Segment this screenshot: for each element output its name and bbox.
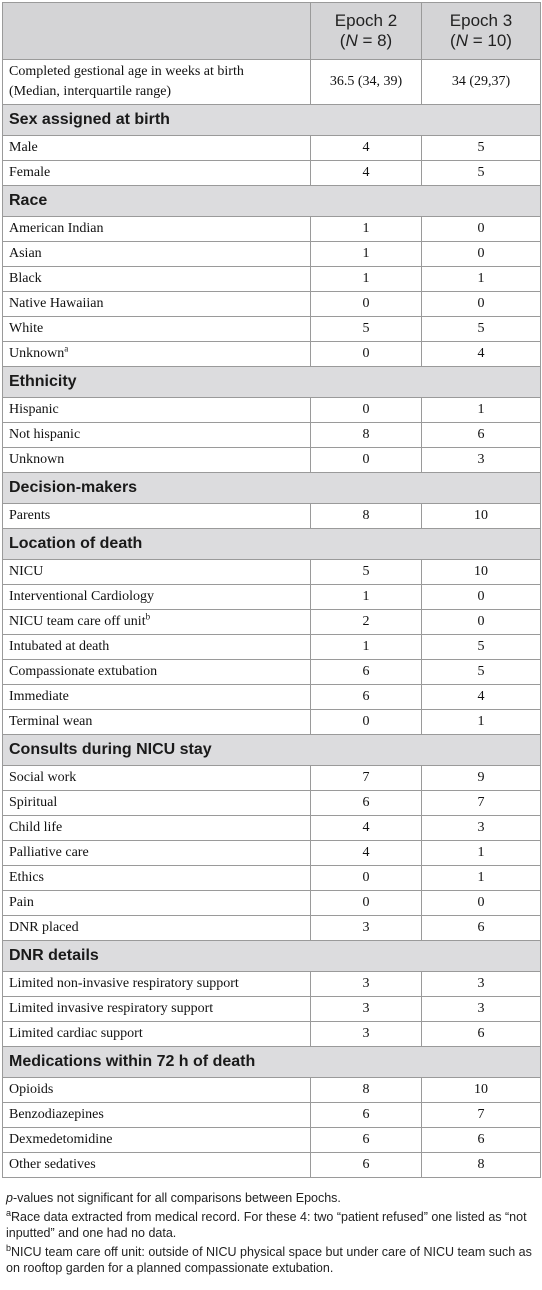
epoch2-value: 7 <box>311 766 422 791</box>
epoch3-value: 1 <box>422 710 541 735</box>
epoch3-value: 1 <box>422 267 541 292</box>
header-epoch2 <box>311 3 422 60</box>
section-header-row <box>3 1047 541 1078</box>
epoch2-value: 0 <box>311 342 422 367</box>
epoch2-value: 8 <box>311 1078 422 1103</box>
row-label: Parents <box>3 504 311 529</box>
row-label: Dexmedetomidine <box>3 1128 311 1153</box>
section-header-row <box>3 105 541 136</box>
epoch2-value: 5 <box>311 317 422 342</box>
table-row <box>3 448 541 473</box>
row-label: Other sedatives <box>3 1153 311 1178</box>
gestational-age-row <box>3 60 541 105</box>
row-label: Interventional Cardiology <box>3 585 311 610</box>
epoch2-value: 6 <box>311 1153 422 1178</box>
epoch2-value: 0 <box>311 448 422 473</box>
section-title: Consults during NICU stay <box>3 735 541 766</box>
epoch3-value: 1 <box>422 398 541 423</box>
row-label: Palliative care <box>3 841 311 866</box>
epoch2-value: 1 <box>311 585 422 610</box>
epoch3-value: 6 <box>422 1022 541 1047</box>
section-header-row <box>3 473 541 504</box>
table-row <box>3 1153 541 1178</box>
epoch3-value: 0 <box>422 610 541 635</box>
table-row <box>3 766 541 791</box>
table-row <box>3 398 541 423</box>
section-header-row <box>3 941 541 972</box>
row-label: Limited invasive respiratory support <box>3 997 311 1022</box>
table-row <box>3 342 541 367</box>
table-row <box>3 242 541 267</box>
row-label: NICU team care off unit$^b$ <box>3 610 311 635</box>
row-label: Not hispanic <box>3 423 311 448</box>
row-label: White <box>3 317 311 342</box>
row-label: Benzodiazepines <box>3 1103 311 1128</box>
epoch3-value: 3 <box>422 448 541 473</box>
epoch2-value: 1 <box>311 635 422 660</box>
epoch2-value: 3 <box>311 997 422 1022</box>
table-row <box>3 816 541 841</box>
epoch2-value: 6 <box>311 685 422 710</box>
table-row <box>3 585 541 610</box>
row-label: Immediate <box>3 685 311 710</box>
row-label: Pain <box>3 891 311 916</box>
epoch2-value: 0 <box>311 891 422 916</box>
epoch2-value: 0 <box>311 710 422 735</box>
epoch3-value: 6 <box>422 423 541 448</box>
footnote-pvalue: p-values not significant for all comparisons between Epochs. <box>6 1191 341 1205</box>
table-row <box>3 916 541 941</box>
table-row <box>3 660 541 685</box>
epoch3-value: 5 <box>422 161 541 186</box>
table-row <box>3 997 541 1022</box>
section-header-row <box>3 529 541 560</box>
table-row <box>3 891 541 916</box>
epoch2-value: 5 <box>311 560 422 585</box>
section-header-row <box>3 186 541 217</box>
row-label: Female <box>3 161 311 186</box>
epoch3-value: 1 <box>422 841 541 866</box>
epoch2-value: 4 <box>311 136 422 161</box>
table-footnotes <box>6 1190 536 1279</box>
row-label: Spiritual <box>3 791 311 816</box>
section-title: Location of death <box>3 529 541 560</box>
epoch3-value: 3 <box>422 816 541 841</box>
section-title: Race <box>3 186 541 217</box>
epoch2-value: 6 <box>311 660 422 685</box>
footnote-b: $^b$NICU team care off unit: outside of NICU physical space but under care of NICU team such as on rooftop garden for a planned compassionate extubation. <box>6 1242 532 1275</box>
epoch3-value: 7 <box>422 1103 541 1128</box>
row-label: Opioids <box>3 1078 311 1103</box>
epoch2-value: 0 <box>311 398 422 423</box>
epoch2-value: 1 <box>311 267 422 292</box>
epoch2-value: 3 <box>311 916 422 941</box>
table-row <box>3 267 541 292</box>
table-row <box>3 635 541 660</box>
row-label: American Indian <box>3 217 311 242</box>
table-row <box>3 136 541 161</box>
epoch2-value: 6 <box>311 1103 422 1128</box>
epoch2-value: 6 <box>311 791 422 816</box>
epoch3-value: 7 <box>422 791 541 816</box>
epoch3-value: 10 <box>422 1078 541 1103</box>
row-label: Compassionate extubation <box>3 660 311 685</box>
table-row <box>3 504 541 529</box>
epoch2-value: 1 <box>311 242 422 267</box>
section-title: Ethnicity <box>3 367 541 398</box>
epoch2-value: 4 <box>311 841 422 866</box>
table-row <box>3 217 541 242</box>
epoch3-value: 0 <box>422 242 541 267</box>
row-label: Male <box>3 136 311 161</box>
table-row <box>3 841 541 866</box>
epoch3-value: 4 <box>422 685 541 710</box>
gestational-age-epoch3: 34 (29,37) <box>422 60 541 105</box>
row-label: Limited non-invasive respiratory support <box>3 972 311 997</box>
epoch3-value: 4 <box>422 342 541 367</box>
epoch3-value: 10 <box>422 504 541 529</box>
row-label: Ethics <box>3 866 311 891</box>
epoch3-value: 1 <box>422 866 541 891</box>
row-label: Social work <box>3 766 311 791</box>
epoch2-value: 3 <box>311 972 422 997</box>
row-label: Terminal wean <box>3 710 311 735</box>
table-row <box>3 1103 541 1128</box>
epoch3-value: 6 <box>422 916 541 941</box>
footnote-a: $^a$Race data extracted from medical record. For these 4: two “patient refused” one listed as “not inputted” and one had no data. <box>6 1207 527 1240</box>
row-label: Native Hawaiian <box>3 292 311 317</box>
table-row <box>3 710 541 735</box>
table-row <box>3 610 541 635</box>
epoch2-value: 2 <box>311 610 422 635</box>
epoch2-value: 3 <box>311 1022 422 1047</box>
table-row <box>3 1128 541 1153</box>
epoch3-value: 9 <box>422 766 541 791</box>
epoch3-value: 10 <box>422 560 541 585</box>
table-row <box>3 292 541 317</box>
footnote-marker: a <box>64 343 69 354</box>
header-blank-cell <box>3 3 311 60</box>
epoch3-value: 6 <box>422 1128 541 1153</box>
epoch3-value: 0 <box>422 585 541 610</box>
header-epoch3 <box>422 3 541 60</box>
epoch3-label: Epoch 3 <box>449 11 513 30</box>
section-title: Decision-makers <box>3 473 541 504</box>
epoch2-label: Epoch 2 <box>334 11 398 30</box>
table-row <box>3 685 541 710</box>
footnote-marker: b <box>145 611 151 622</box>
epoch2-value: 6 <box>311 1128 422 1153</box>
table-row <box>3 317 541 342</box>
epoch3-value: 8 <box>422 1153 541 1178</box>
table-row <box>3 161 541 186</box>
epoch3-value: 5 <box>422 635 541 660</box>
table-row <box>3 1078 541 1103</box>
row-label: Child life <box>3 816 311 841</box>
gestational-age-epoch2: 36.5 (34, 39) <box>311 60 422 105</box>
epoch3-value: 3 <box>422 997 541 1022</box>
row-label: Unknown <box>3 448 311 473</box>
epoch3-value: 0 <box>422 217 541 242</box>
row-label: Limited cardiac support <box>3 1022 311 1047</box>
epoch2-value: 8 <box>311 423 422 448</box>
table-row <box>3 972 541 997</box>
epoch3-value: 5 <box>422 136 541 161</box>
section-header-row <box>3 735 541 766</box>
epoch2-value: 0 <box>311 866 422 891</box>
epoch3-value: 0 <box>422 891 541 916</box>
section-title: Sex assigned at birth <box>3 105 541 136</box>
table-row <box>3 560 541 585</box>
epoch3-value: 3 <box>422 972 541 997</box>
epoch3-value: 5 <box>422 317 541 342</box>
section-header-row <box>3 367 541 398</box>
table-row <box>3 423 541 448</box>
table-header-row <box>3 3 541 60</box>
row-label: Intubated at death <box>3 635 311 660</box>
row-label: NICU <box>3 560 311 585</box>
table-row <box>3 791 541 816</box>
gestational-age-label: Completed gestional age in weeks at birth (Median, interquartile range) <box>3 60 311 105</box>
epoch2-value: 4 <box>311 161 422 186</box>
epoch3-value: 5 <box>422 660 541 685</box>
table-row <box>3 866 541 891</box>
section-title: DNR details <box>3 941 541 972</box>
row-label: Hispanic <box>3 398 311 423</box>
epoch2-value: 0 <box>311 292 422 317</box>
row-label: Black <box>3 267 311 292</box>
row-label: DNR placed <box>3 916 311 941</box>
epoch3-value: 0 <box>422 292 541 317</box>
table-row <box>3 1022 541 1047</box>
epoch2-value: 8 <box>311 504 422 529</box>
epoch2-n: (N = 8) <box>339 31 393 50</box>
section-title: Medications within 72 h of death <box>3 1047 541 1078</box>
demographics-table <box>2 2 541 1178</box>
epoch2-value: 4 <box>311 816 422 841</box>
row-label: Unknown$^a$ <box>3 342 311 367</box>
epoch3-n: (N = 10) <box>450 31 512 50</box>
epoch2-value: 1 <box>311 217 422 242</box>
row-label: Asian <box>3 242 311 267</box>
